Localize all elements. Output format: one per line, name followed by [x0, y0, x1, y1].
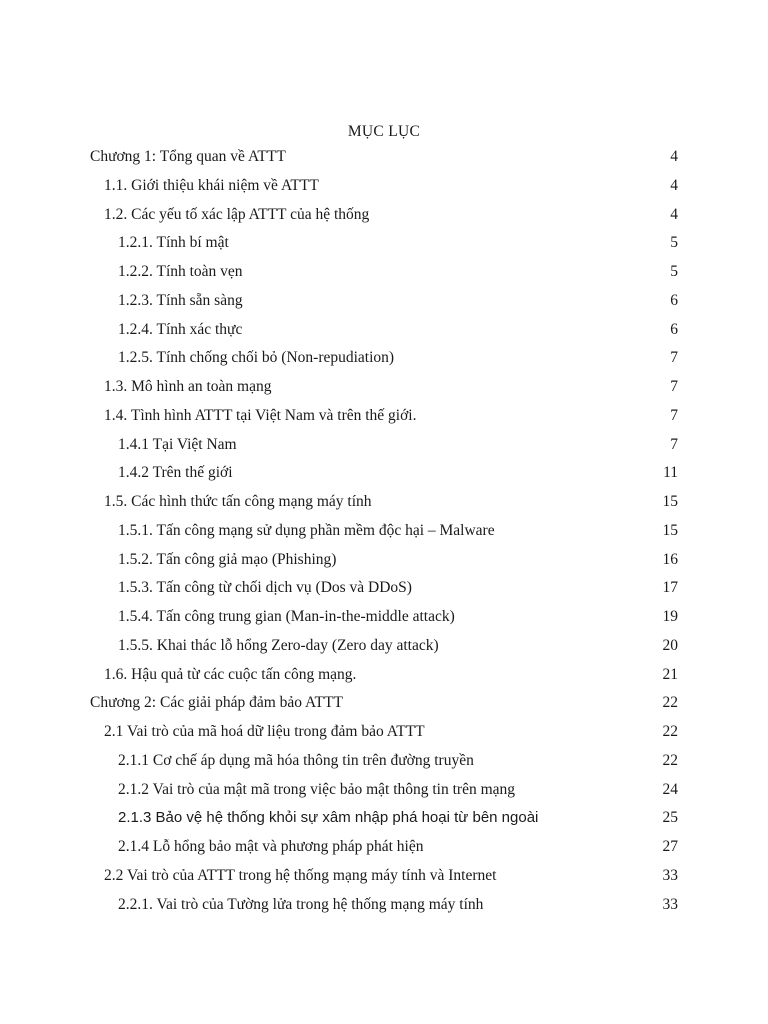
toc-entry-label: 1.5.4. Tấn công trung gian (Man-in-the-middle attack) — [118, 608, 455, 625]
toc-entry-page: 7 — [670, 435, 678, 453]
toc-entry-label: 1.4.2 Trên thế giới — [118, 464, 233, 482]
toc-entry-label: 1.2.4. Tính xác thực — [118, 320, 243, 338]
toc-entry-1-5-5[interactable] — [90, 632, 678, 661]
toc-entry-page: 25 — [662, 809, 678, 827]
toc-entry-page: 4 — [670, 176, 678, 194]
toc-entry-1-2-4[interactable] — [90, 316, 678, 345]
toc-entry-page: 7 — [670, 349, 678, 367]
toc-entry-2-1-1[interactable] — [90, 747, 678, 776]
toc-entry-page: 15 — [662, 521, 678, 539]
toc-entry-label: 2.1 Vai trò của mã hoá dữ liệu trong đảm bảo ATTT — [104, 723, 425, 740]
toc-entry-1-1[interactable] — [90, 172, 678, 201]
toc-entry-page: 7 — [670, 378, 678, 395]
toc-entry-page: 5 — [670, 263, 678, 280]
toc-entry-1-5-1[interactable] — [90, 517, 678, 546]
toc-entry-page: 6 — [670, 291, 678, 309]
toc-entry-label: 1.6. Hậu quả từ các cuộc tấn công mạng. — [104, 665, 357, 683]
toc-entry-label: 2.2 Vai trò của ATTT trong hệ thống mạng máy tính và Internet — [104, 866, 497, 884]
toc-entry-page: 11 — [663, 464, 678, 482]
toc-entry-1-6[interactable] — [90, 661, 678, 690]
toc-entry-label: 2.1.4 Lỗ hổng bảo mật và phương pháp phát hiện — [118, 838, 424, 855]
toc-entry-label: 1.2.5. Tính chống chối bỏ (Non-repudiation) — [118, 349, 395, 367]
toc-entry-1-5[interactable] — [90, 488, 678, 517]
toc-entry-label: 1.2.2. Tính toàn vẹn — [118, 263, 243, 280]
toc-entry-chapter-2[interactable] — [90, 689, 678, 718]
toc-entry-page: 33 — [662, 866, 678, 884]
toc-entry-page: 5 — [670, 234, 678, 252]
toc-entry-1-4-1[interactable] — [90, 431, 678, 460]
toc-entry-page: 15 — [662, 493, 678, 510]
toc-entry-label: 1.5.1. Tấn công mạng sử dụng phần mềm độc hại – Malware — [118, 521, 495, 539]
toc-entry-label: 1.3. Mô hình an toàn mạng — [104, 378, 272, 395]
toc-entry-page: 33 — [662, 895, 678, 913]
toc-entry-label: 1.2. Các yếu tố xác lập ATTT của hệ thống — [104, 205, 370, 223]
toc-entry-1-2-1[interactable] — [90, 229, 678, 258]
toc-entry-2-1-3[interactable] — [90, 804, 678, 833]
toc-entry-2-1-4[interactable] — [90, 833, 678, 862]
toc-entry-label: 1.5.2. Tấn công giả mạo (Phishing) — [118, 550, 337, 568]
toc-entry-1-5-2[interactable] — [90, 546, 678, 575]
toc-entry-page: 19 — [662, 608, 678, 625]
toc-entry-page: 21 — [662, 665, 678, 683]
toc-entry-page: 7 — [670, 406, 678, 424]
toc-entry-label: 1.2.1. Tính bí mật — [118, 234, 229, 252]
toc-entry-1-3[interactable] — [90, 373, 678, 402]
toc-entry-page: 24 — [662, 780, 678, 798]
toc-entry-1-4[interactable] — [90, 402, 678, 431]
page-title: MỤC LỤC — [347, 123, 421, 140]
toc-entry-label: 1.4. Tình hình ATTT tại Việt Nam và trên thế giới. — [104, 406, 417, 424]
toc-entry-label: 2.2.1. Vai trò của Tường lửa trong hệ thống mạng máy tính — [118, 895, 484, 913]
table-of-contents — [90, 143, 678, 919]
toc-entry-2-1-2[interactable] — [90, 776, 678, 805]
toc-entry-2-2-1[interactable] — [90, 891, 678, 920]
toc-entry-2-1[interactable] — [90, 718, 678, 747]
toc-entry-page: 22 — [662, 694, 678, 712]
toc-entry-label: 2.1.2 Vai trò của mật mã trong việc bảo mật thông tin trên mạng — [118, 780, 516, 798]
toc-entry-page: 4 — [670, 148, 678, 165]
toc-entry-1-5-4[interactable] — [90, 603, 678, 632]
toc-entry-page: 17 — [662, 579, 678, 597]
toc-entry-page: 22 — [662, 723, 678, 740]
toc-entry-1-4-2[interactable] — [90, 459, 678, 488]
toc-entry-label: Chương 1: Tổng quan về ATTT — [90, 148, 286, 165]
toc-entry-label: 1.2.3. Tính sẵn sàng — [118, 291, 243, 309]
toc-entry-1-2-5[interactable] — [90, 344, 678, 373]
toc-entry-page: 16 — [662, 550, 678, 568]
toc-entry-label: 1.5.3. Tấn công từ chối dịch vụ (Dos và DDoS) — [118, 579, 412, 597]
toc-entry-label: 2.1.1 Cơ chế áp dụng mã hóa thông tin trên đường truyền — [118, 751, 474, 769]
toc-entry-label: 1.5. Các hình thức tấn công mạng máy tính — [104, 493, 372, 510]
toc-entry-2-2[interactable] — [90, 862, 678, 891]
toc-entry-label: 1.1. Giới thiệu khái niệm về ATTT — [104, 176, 319, 194]
toc-entry-label: 1.5.5. Khai thác lỗ hổng Zero-day (Zero day attack) — [118, 636, 439, 654]
toc-entry-1-2[interactable] — [90, 201, 678, 230]
toc-entry-page: 27 — [662, 838, 678, 855]
toc-entry-page: 22 — [662, 751, 678, 769]
toc-entry-page: 20 — [662, 636, 678, 654]
toc-entry-chapter-1[interactable] — [90, 143, 678, 172]
toc-entry-page: 4 — [670, 205, 678, 223]
toc-entry-1-2-2[interactable] — [90, 258, 678, 287]
toc-entry-label: 1.4.1 Tại Việt Nam — [118, 435, 237, 453]
toc-entry-1-2-3[interactable] — [90, 287, 678, 316]
toc-entry-label: 2.1.3 Bảo vệ hệ thống khỏi sự xâm nhập phá hoại từ bên ngoài — [118, 809, 539, 827]
toc-entry-label: Chương 2: Các giải pháp đảm bảo ATTT — [90, 694, 343, 712]
toc-entry-1-5-3[interactable] — [90, 574, 678, 603]
toc-entry-page: 6 — [670, 320, 678, 338]
